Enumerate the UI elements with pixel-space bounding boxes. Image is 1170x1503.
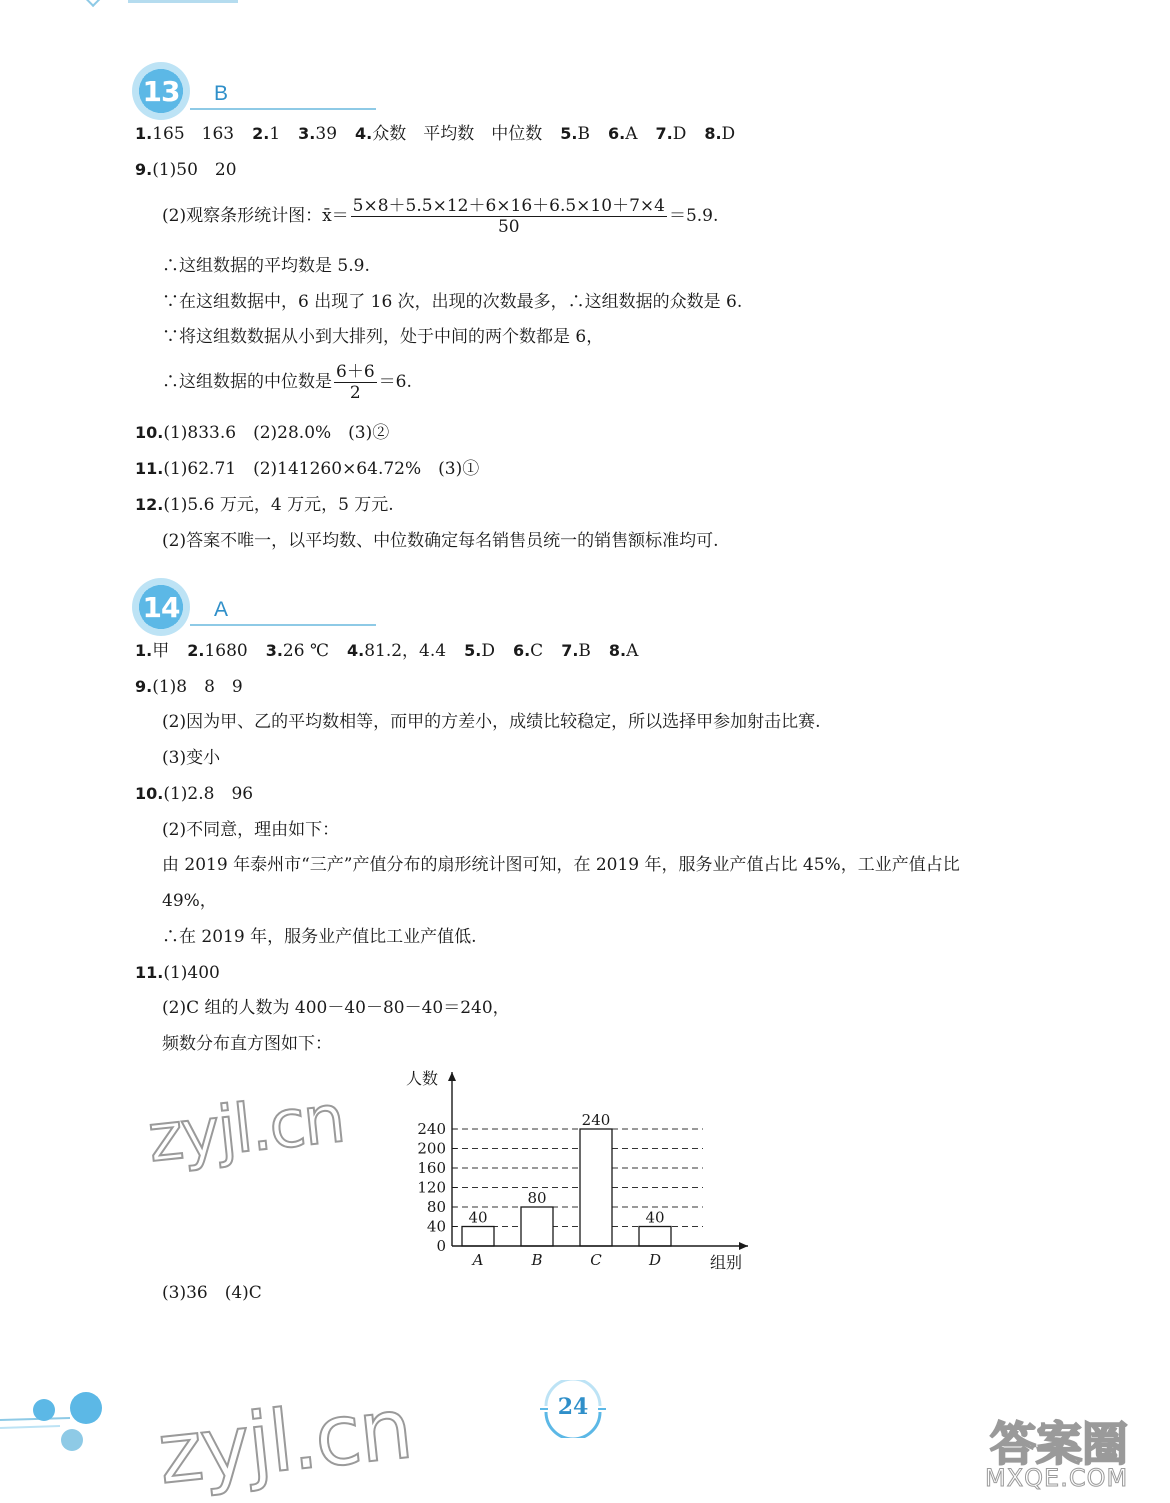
question-number: 1. [135,641,153,660]
answer-line-14-11-2: (2)C 组的人数为 400－40－80－40＝240， [162,998,510,1018]
answer-text: A [625,124,638,144]
question-number: 6. [512,641,531,660]
answer-item [266,641,329,661]
watermark-daanquan: 答案圈 [990,1417,1128,1471]
answer-item [347,641,446,661]
answer-text: 众数 平均数 中位数 [372,124,543,144]
answer-item [464,641,495,661]
answer-line-13-median: ∴这组数据的中位数是 $\frac{6+6}{2}$ ＝6. [162,362,412,403]
section-13-level: B [214,82,229,105]
section-14-underline [190,624,376,626]
answer-item [560,124,590,144]
answer-line-14-10-conclusion: ∴在 2019 年，服务业产值比工业产值低. [162,927,477,947]
answer-item [608,124,638,144]
question-number: 2. [187,641,205,660]
answer-text: 甲 [152,641,170,661]
answer-line-13-9: 9.(1)50 20 [135,160,237,180]
answer-line-14-10-2: (2)不同意，理由如下： [162,820,340,840]
answer-item [513,641,543,661]
y-tick-label: 0 [436,1237,446,1255]
answer-text: 39 [315,124,338,144]
question-number: 4. [346,641,365,660]
y-axis-arrow [448,1072,456,1081]
bar-value-label: 80 [527,1189,547,1207]
median-fraction: $\frac{6+6}{2}$ [336,362,375,403]
question-number: 4. [355,124,373,143]
bar-value-label: 240 [581,1111,611,1129]
x-tick-label: B [531,1251,543,1269]
answer-line-13-10: 10.(1)833.6 (2)28.0% (3)② [135,423,390,443]
question-number: 5. [464,641,482,660]
page-number: 24 [557,1394,589,1420]
x-tick-label: A [472,1251,484,1269]
header-bar-decoration [128,0,238,3]
answer-item [561,641,591,661]
question-number: 8. [704,124,722,143]
answer-line-14-11-3-4: (3)36 (4)C [162,1283,262,1303]
answer-line-13-mean: ∴这组数据的平均数是 5.9. [162,256,370,276]
answer-text: B [577,124,590,144]
chart-x-axis-label: 组别 [710,1253,743,1272]
answer-line-13-1 [135,123,735,145]
answer-line-13-sort: ∵将这组数数据从小到大排列，处于中间的两个数都是 6， [162,327,604,347]
answer-text: C [530,641,544,661]
question-number: 6. [607,124,626,143]
y-tick-label: 200 [417,1139,446,1158]
chart-grid [452,1129,703,1227]
section-13-badge: 13 [132,62,190,120]
section-13-header [132,62,332,118]
answer-item [135,641,169,661]
question-number: 7. [561,641,579,660]
frequency-histogram [398,1062,778,1277]
answer-item [187,641,247,661]
section-13-underline [190,108,376,110]
x-axis-arrow [739,1242,748,1250]
x-tick-label: D [648,1251,662,1269]
answer-line-14-10-reason: 由 2019 年泰州市“三产”产值分布的扇形统计图可知，在 2019 年，服务业产值占比 45%，工业产值占比 [162,855,960,875]
answer-line-13-12: 12.(1)5.6 万元，4 万元，5 万元. [135,495,394,515]
answer-text: 81.2，4.4 [364,641,447,661]
answer-item [298,124,337,144]
answer-line-14-9-3: (3)变小 [162,748,221,768]
y-tick-label: 120 [417,1178,446,1197]
answer-item [135,124,234,144]
answer-line-14-9: 9.(1)8 8 9 [135,677,243,697]
bar-D [639,1227,671,1247]
answer-line-13-mode: ∵在这组数据中，6 出现了 16 次，出现的次数最多，∴这组数据的众数是 6. [162,292,743,312]
answer-item [252,124,280,144]
question-number: 7. [655,124,673,143]
y-tick-label: 40 [426,1217,446,1236]
question-number: 2. [252,124,270,143]
question-number: 3. [298,124,316,143]
bar-value-label: 40 [645,1208,665,1227]
watermark-mxqe: MXQE.COM [985,1464,1129,1492]
corner-chevron-decoration [86,0,106,7]
chart-y-axis-label: 人数 [406,1069,439,1088]
watermark-zyjl-1: zyjl.cn [144,1079,347,1178]
answer-item [704,124,735,144]
question-number: 5. [560,124,578,143]
y-tick-label: 160 [417,1159,446,1177]
answer-text: D [721,124,736,144]
section-14-level: A [214,598,229,621]
section-14-badge: 14 [132,578,190,636]
answer-item [655,124,686,144]
watermark-zyjl-2: zyjl.cn [153,1379,416,1503]
y-tick-label: 80 [426,1198,446,1216]
answer-text: A [626,641,639,661]
answer-line-13-mean-formula: (2)观察条形统计图：x̄＝ $\frac{5\times 8+5.5\times 12+6\times 16+6.5\times 10+7\times 4}{50}$ ＝5.9. [162,196,719,237]
answer-text: D [481,641,495,661]
bar-B [521,1207,553,1246]
y-tick-label: 240 [417,1120,446,1138]
answer-item [355,124,542,144]
question-number: 3. [265,641,283,660]
question-number: 1. [135,124,153,143]
question-number: 8. [608,641,627,660]
answer-line-13-12-2: (2)答案不唯一，以平均数、中位数确定每名销售员统一的销售额标准均可. [162,531,719,551]
section-14-header [132,578,332,634]
mean-fraction: $\frac{5\times 8+5.5\times 12+6\times 16+6.5\times 10+7\times 4}{50}$ [352,196,665,237]
answer-text: 1 [269,124,281,144]
answer-line-14-10: 10.(1)2.8 96 [135,784,254,804]
answer-item [609,641,639,661]
bar-value-label: 40 [468,1208,488,1227]
answer-line-14-10-reason-cont: 49%， [162,891,217,911]
answer-line-14-9-2: (2)因为甲、乙的平均数相等，而甲的方差小，成绩比较稳定，所以选择甲参加射击比赛. [162,712,821,732]
bar-C [580,1129,612,1246]
answer-line-14-1 [135,640,638,662]
answer-text: 165 163 [152,124,235,144]
answer-text: 26 ℃ [282,641,329,661]
bar-A [462,1227,494,1247]
answer-text: D [672,124,687,144]
answer-text: 1680 [204,641,248,661]
bubble-decoration [0,1390,120,1470]
answer-line-14-11: 11.(1)400 [135,963,220,983]
answer-line-13-11: 11.(1)62.71 (2)141260×64.72% (3)① [135,459,480,479]
answer-text: B [578,641,591,661]
x-tick-label: C [590,1251,602,1269]
answer-line-14-11-histogram-intro: 频数分布直方图如下： [162,1034,332,1054]
